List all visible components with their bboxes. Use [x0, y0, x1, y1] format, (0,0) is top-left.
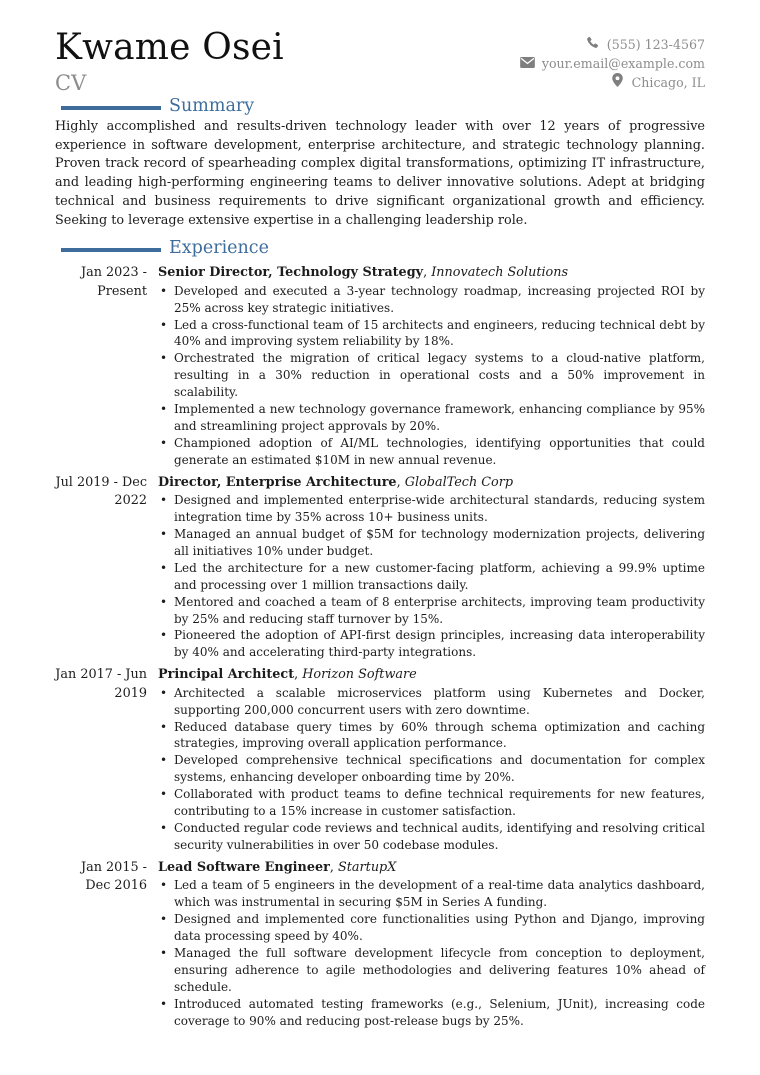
contact-block	[520, 35, 705, 92]
entry-bullets	[158, 877, 705, 1029]
job-title: Director, Enterprise Architecture	[158, 474, 397, 490]
phone-text: (555) 123-4567	[606, 37, 705, 52]
company-name: StartupX	[338, 859, 397, 875]
bullet-item: • Managed the full software development lifecycle from conception to deployment, ensuring adherence to agile methodologies and delivering features 10% ahead of schedule.	[158, 945, 705, 996]
bullet-item: • Designed and implemented core functionalities using Python and Django, improving data processing speed by 40%.	[158, 911, 705, 945]
bullet-item: • Orchestrated the migration of critical legacy systems to a cloud-native platform, resulting in a 30% reduction in operational costs and a 50% improvement in scalability.	[158, 350, 705, 401]
experience-entry	[55, 474, 705, 662]
section-rule	[61, 248, 161, 252]
experience-entry	[55, 264, 705, 468]
entry-role: Director, Enterprise Architecture, GlobalTech Corp	[158, 474, 514, 490]
summary-title: Summary	[169, 96, 255, 116]
bullet-item: • Introduced automated testing frameworks (e.g., Selenium, JUnit), increasing code coverage to 90% and reducing post-release bugs by 25%.	[158, 996, 705, 1030]
envelope-icon	[520, 54, 536, 73]
bullet-item: • Pioneered the adoption of API-first design principles, increasing data interoperability by 40% and accelerating third-party integrations.	[158, 627, 705, 661]
entry-role: Lead Software Engineer, StartupX	[158, 859, 397, 875]
contact-location	[520, 73, 705, 92]
bullet-item: • Implemented a new technology governance framework, enhancing compliance by 95% and streamlining project approvals by 20%.	[158, 401, 705, 435]
bullet-item: • Led a team of 5 engineers in the development of a real-time data analytics dashboard, which was instrumental in securing $5M in Series A funding.	[158, 877, 705, 911]
phone-icon	[585, 35, 601, 54]
bullet-item: • Developed comprehensive technical specifications and documentation for complex systems, enhancing developer onboarding time by 20%.	[158, 752, 705, 786]
entry-bullets	[158, 283, 705, 469]
entry-role: Principal Architect, Horizon Software	[158, 667, 417, 683]
entry-bullets	[158, 492, 705, 661]
experience-title: Experience	[169, 238, 269, 259]
candidate-name: Kwame Osei	[55, 27, 284, 68]
entry-dates: Jul 2019 - Dec 2022	[55, 474, 147, 509]
bullet-item: • Conducted regular code reviews and technical audits, identifying and resolving critical security vulnerabilities in over 50 codebase modules.	[158, 820, 705, 854]
location-text: Chicago, IL	[631, 75, 705, 90]
entry-dates: Jan 2015 - Dec 2016	[80, 859, 147, 894]
bullet-item: • Championed adoption of AI/ML technologies, identifying opportunities that could generate an estimated $10M in new annual revenue.	[158, 435, 705, 469]
company-name: GlobalTech Corp	[404, 474, 514, 490]
contact-phone	[520, 35, 705, 54]
entry-dates: Jan 2017 - Jun 2019	[55, 667, 147, 701]
entry-role: Senior Director, Technology Strategy, Innovatech Solutions	[158, 265, 569, 281]
summary-text: Highly accomplished and results-driven technology leader with over 12 years of progressive experience in software development, enterprise architecture, and strategic technology planning. Proven track record of spearheading complex digital transformations, optimizing IT infrastructure, and leading high-performing engineering teams to deliver innovative solutions. Adept at bridging technical and business requirements to drive significant organizational growth and efficiency. Seeking to leverage extensive expertise in a challenging leadership role.	[55, 119, 705, 228]
section-rule	[61, 106, 161, 110]
job-title: Principal Architect	[158, 667, 295, 683]
bullet-item: • Led a cross-functional team of 15 architects and engineers, reducing technical debt by 40% and improving system reliability by 18%.	[158, 317, 705, 351]
bullet-item: • Developed and executed a 3-year technology roadmap, increasing projected ROI by 25% across key strategic initiatives.	[158, 283, 705, 317]
entry-bullets	[158, 685, 705, 854]
bullet-item: • Collaborated with product teams to define technical requirements for new features, contributing to a 15% increase in customer satisfaction.	[158, 786, 705, 820]
cv-header	[55, 0, 705, 98]
entry-dates: Jan 2023 - Present	[80, 265, 147, 299]
bullet-item: • Mentored and coached a team of 8 enterprise architects, improving team productivity by 25% and reducing staff turnover by 15%.	[158, 594, 705, 628]
document-subtitle: CV	[55, 71, 87, 95]
contact-email	[520, 54, 705, 73]
bullet-item: • Designed and implemented enterprise-wide architectural standards, reducing system integration time by 35% across 10+ business units.	[158, 492, 705, 526]
email-link[interactable]: your.email@example.com	[541, 56, 705, 71]
experience-entry	[55, 666, 705, 854]
experience-heading	[55, 240, 705, 260]
map-marker-icon	[610, 73, 626, 92]
summary-heading	[55, 98, 705, 118]
experience-entry	[55, 859, 705, 1030]
bullet-item: • Architected a scalable microservices platform using Kubernetes and Docker, supporting 200,000 concurrent users with zero downtime.	[158, 685, 705, 719]
bullet-item: • Managed an annual budget of $5M for technology modernization projects, delivering all initiatives 10% under budget.	[158, 526, 705, 560]
job-title: Senior Director, Technology Strategy	[158, 265, 424, 281]
job-title: Lead Software Engineer	[158, 859, 330, 875]
bullet-item: • Led the architecture for a new customer-facing platform, achieving a 99.9% uptime and processing over 1 million transactions daily.	[158, 560, 705, 594]
bullet-item: • Reduced database query times by 60% through schema optimization and caching strategies, improving overall application performance.	[158, 719, 705, 753]
experience-list	[55, 264, 705, 1029]
company-name: Innovatech Solutions	[431, 265, 569, 281]
company-name: Horizon Software	[302, 667, 417, 683]
